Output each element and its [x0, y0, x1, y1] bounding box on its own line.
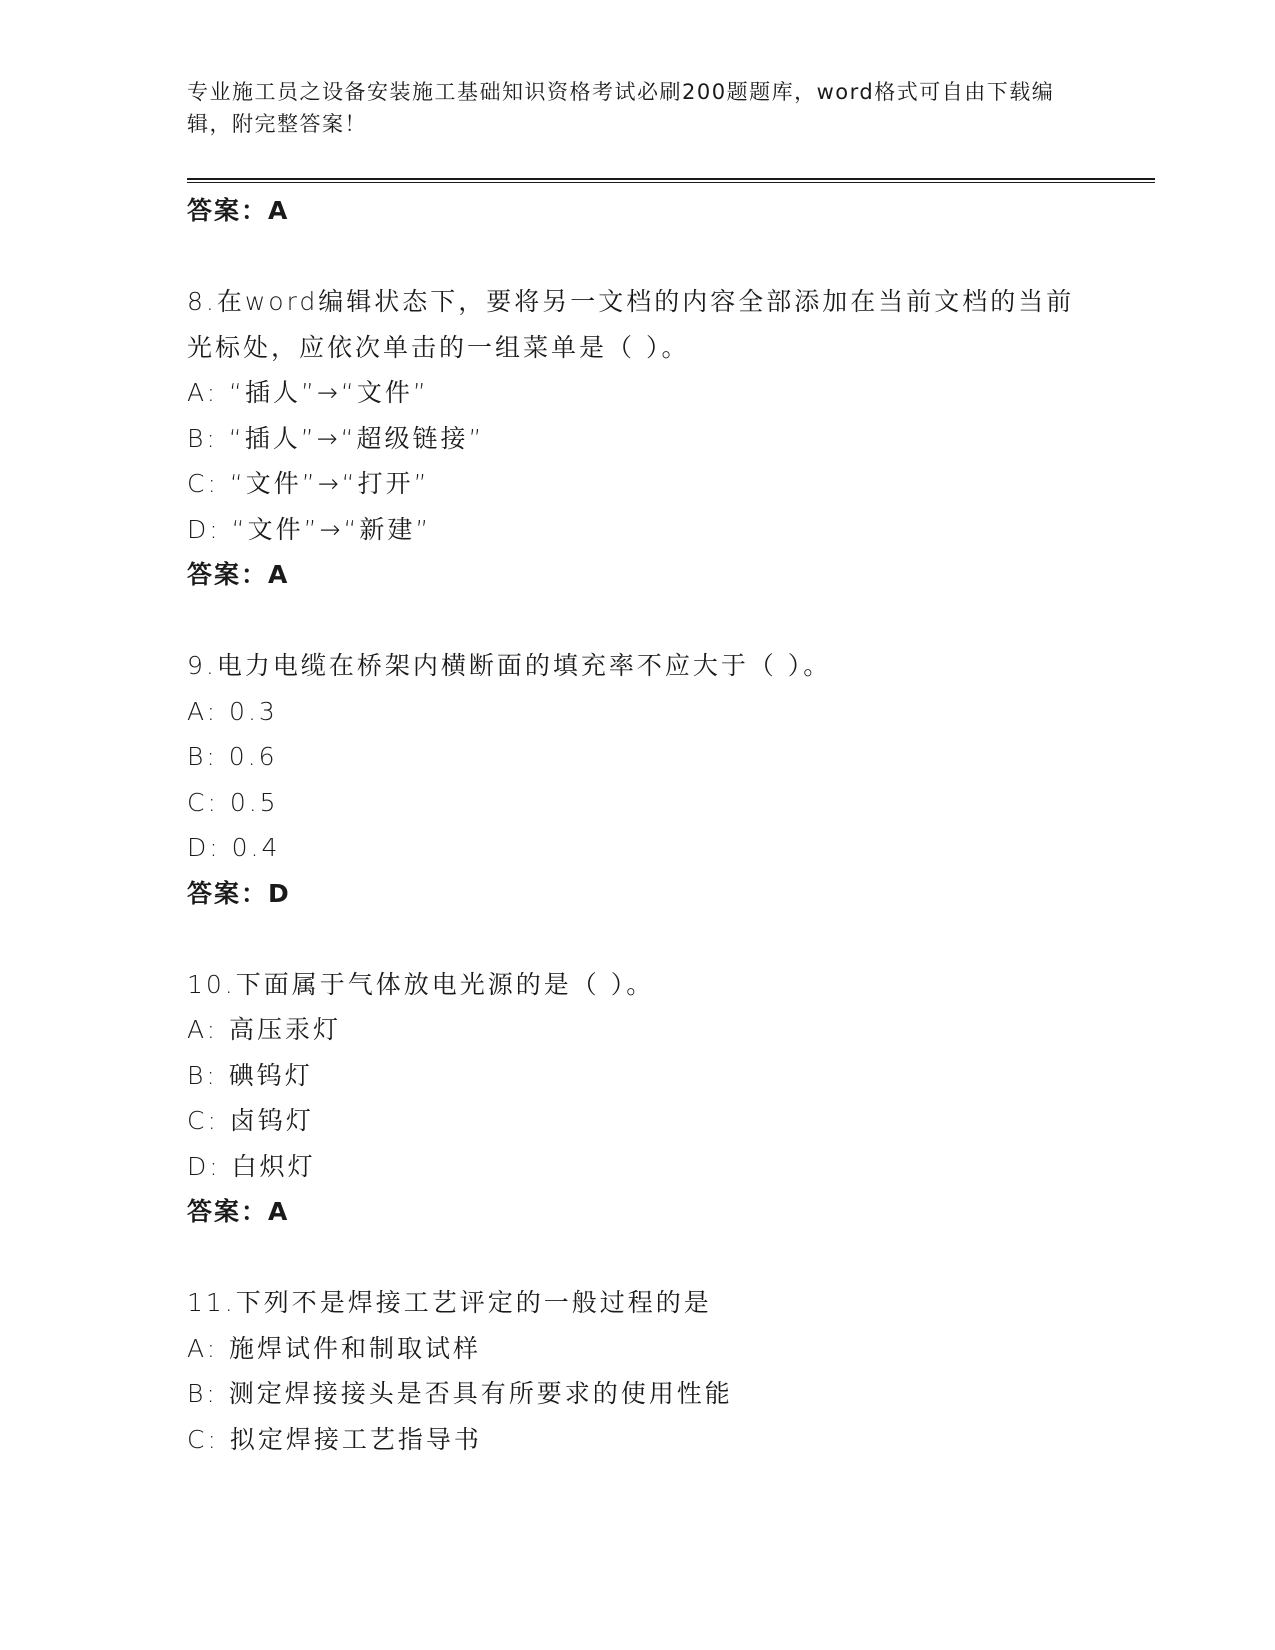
- option-b: B: 测定焊接接头是否具有所要求的使用性能: [187, 1379, 733, 1408]
- answer-line: 答案：A: [187, 1197, 290, 1226]
- question-stem: 8.在word编辑状态下，要将另一文档的内容全部添加在当前文档的当前光标处，应依次单击的一组菜单是（ ）。: [187, 287, 1075, 362]
- question-block: [187, 279, 1127, 598]
- page-header: 专业施工员之设备安装施工基础知识资格考试必刷200题题库，word格式可自由下载编辑，附完整答案！: [187, 80, 1055, 136]
- question-stem: 10.下面属于气体放电光源的是（ ）。: [187, 969, 655, 999]
- option-d: D: “文件”→“新建”: [187, 514, 432, 544]
- option-a: A: 施焊试件和制取试样: [187, 1333, 482, 1363]
- option-d: D: 0.4: [187, 833, 281, 862]
- spacer: [187, 598, 1127, 644]
- question-block: [187, 1280, 1127, 1462]
- question-block: [187, 962, 1127, 1235]
- option-b: B: 0.6: [187, 742, 278, 771]
- question-block: [187, 643, 1127, 916]
- option-d: D: 白炽灯: [187, 1151, 316, 1181]
- option-c: C: 卤钨灯: [187, 1106, 314, 1135]
- option-c: C: “文件”→“打开”: [187, 469, 430, 498]
- question-stem: 9.电力电缆在桥架内横断面的填充率不应大于（ ）。: [187, 651, 832, 680]
- spacer: [187, 1235, 1127, 1281]
- answer-line: 答案：A: [187, 196, 290, 225]
- header-divider: [187, 178, 1155, 183]
- answer-line: 答案：A: [187, 560, 290, 589]
- spacer: [187, 916, 1127, 962]
- option-a: A: 高压汞灯: [187, 1015, 342, 1044]
- option-c: C: 拟定焊接工艺指导书: [187, 1424, 482, 1454]
- option-a: A: “插人”→“文件”: [187, 378, 429, 407]
- option-a: A: 0.3: [187, 696, 278, 726]
- spacer: [187, 234, 1127, 280]
- question-stem: 11.下列不是焊接工艺评定的一般过程的是: [187, 1288, 712, 1317]
- option-b: B: “插人”→“超级链接”: [187, 423, 485, 453]
- document-body: [187, 188, 1127, 1462]
- option-c: C: 0.5: [187, 787, 279, 817]
- option-b: B: 碘钨灯: [187, 1060, 313, 1090]
- answer-line: 答案：D: [187, 878, 291, 908]
